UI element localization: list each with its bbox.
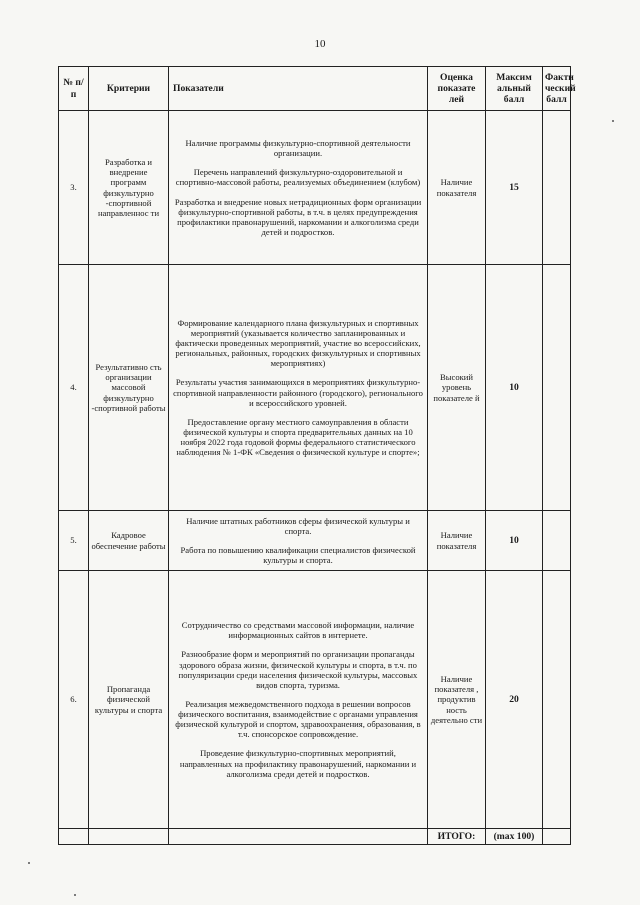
indicator-text: Результаты участия занимающихся в мероприятиях физкультурно-спортивной направленности районного (городского), регионального и всероссийского уровней. xyxy=(173,377,423,408)
row-num: 5. xyxy=(59,511,89,571)
table-row xyxy=(59,265,571,511)
table-row xyxy=(59,111,571,265)
indicator-text: Наличие программы физкультурно-спортивной деятельности организации. xyxy=(185,137,411,159)
indicator-text: Разнообразие форм и мероприятий по организации пропаганды здорового образа жизни, физической культуры и спорта, в т.ч. по популяризации среди населения физической культуры, массовых видов спорта, туризма. xyxy=(178,649,418,690)
total-empty-cell xyxy=(169,829,428,845)
row-assessment: Высокий уровень показателе й xyxy=(428,265,486,511)
row-indicators xyxy=(169,571,428,829)
row-num: 6. xyxy=(59,571,89,829)
scan-speck xyxy=(28,862,30,864)
indicator-text: Предоставление органу местного самоуправления в области физической культуры и спорта предварительных данных на 10 ноября 2022 года годовой формы федерального статистического наблюдения № 1-ФК «Сведения о физической культуре и спорте»; xyxy=(176,416,420,458)
table-row xyxy=(59,571,571,829)
indicator-text: Наличие штатных работников сферы физической культуры и спорта. xyxy=(186,515,410,536)
row-actual-score xyxy=(543,111,571,265)
indicator-text: Перечень направлений физкультурно-оздоровительной и спортивно-массовой работы, реализуемых объединением (клубом) xyxy=(175,167,421,188)
scan-speck xyxy=(74,894,76,896)
header-max-score: Максим альный балл xyxy=(486,67,543,111)
row-assessment: Наличие показателя , продуктив ность деятельно сти xyxy=(428,571,486,829)
row-criterion: Кадровое обеспечение работы xyxy=(89,511,169,571)
header-assessment: Оценка показате лей xyxy=(428,67,486,111)
criteria-table xyxy=(58,66,576,845)
header-criteria: Критерии xyxy=(89,67,169,111)
row-assessment: Наличие показателя xyxy=(428,111,486,265)
row-actual-score xyxy=(543,265,571,511)
row-num: 3. xyxy=(59,111,89,265)
row-indicators xyxy=(169,511,428,571)
indicator-text: Сотрудничество со средствами массовой информации, наличие информационных сайтов в интернете. xyxy=(181,620,415,641)
row-indicators xyxy=(169,265,428,511)
row-criterion: Разработка и внедрение программ физкультурно -спортивной направленнос ти xyxy=(89,111,169,265)
total-label: ИТОГО: xyxy=(428,829,486,845)
indicator-text: Работа по повышению квалификации специалистов физической культуры и спорта. xyxy=(180,545,416,566)
indicator-text: Формирование календарного плана физкультурных и спортивных мероприятий (указывается количество запланированных и фактически проведенных мероприятий, участие во всероссийских, региональных, районных, городских физкультурных и спортивных мероприятиях) xyxy=(175,317,421,369)
total-row xyxy=(59,829,571,845)
indicator-text: Реализация межведомственного подхода в решении вопросов физического воспитания, взаимодействие с органами управления физической культурой и спортом, здравоохранения, образования, в т.ч. спонсорское сопровождение. xyxy=(175,698,421,740)
row-criterion: Результативно сть организации массовой физкультурно -спортивной работы xyxy=(89,265,169,511)
header-row xyxy=(59,67,571,111)
row-actual-score xyxy=(543,571,571,829)
row-max-score: 10 xyxy=(486,511,543,571)
row-max-score: 20 xyxy=(486,571,543,829)
row-actual-score xyxy=(543,511,571,571)
row-num: 4. xyxy=(59,265,89,511)
row-criterion: Пропаганда физической культуры и спорта xyxy=(89,571,169,829)
row-indicators xyxy=(169,111,428,265)
total-max-score: (max 100) xyxy=(486,829,543,845)
page-number: 10 xyxy=(314,38,326,50)
row-max-score: 10 xyxy=(486,265,543,511)
total-empty-cell xyxy=(89,829,169,845)
indicator-text: Проведение физкультурно-спортивных мероприятий, направленных на профилактику правонарушений, наркомании и алкоголизма среди детей и подростков. xyxy=(179,748,417,779)
row-assessment: Наличие показателя xyxy=(428,511,486,571)
row-max-score: 15 xyxy=(486,111,543,265)
header-actual-score: Факти ческий балл xyxy=(543,67,571,111)
total-actual-score xyxy=(543,829,571,845)
total-empty-cell xyxy=(59,829,89,845)
header-indicators: Показатели xyxy=(169,67,428,111)
scan-speck xyxy=(612,120,614,122)
table-row xyxy=(59,511,571,571)
indicator-text: Разработка и внедрение новых нетрадиционных форм организации физкультурно-спортивной работы, в т.ч. в целях предупреждения профилактики правонарушений, наркомании и алкоголизма среди детей и подростков. xyxy=(174,196,422,237)
header-num: № п/п xyxy=(59,67,89,111)
